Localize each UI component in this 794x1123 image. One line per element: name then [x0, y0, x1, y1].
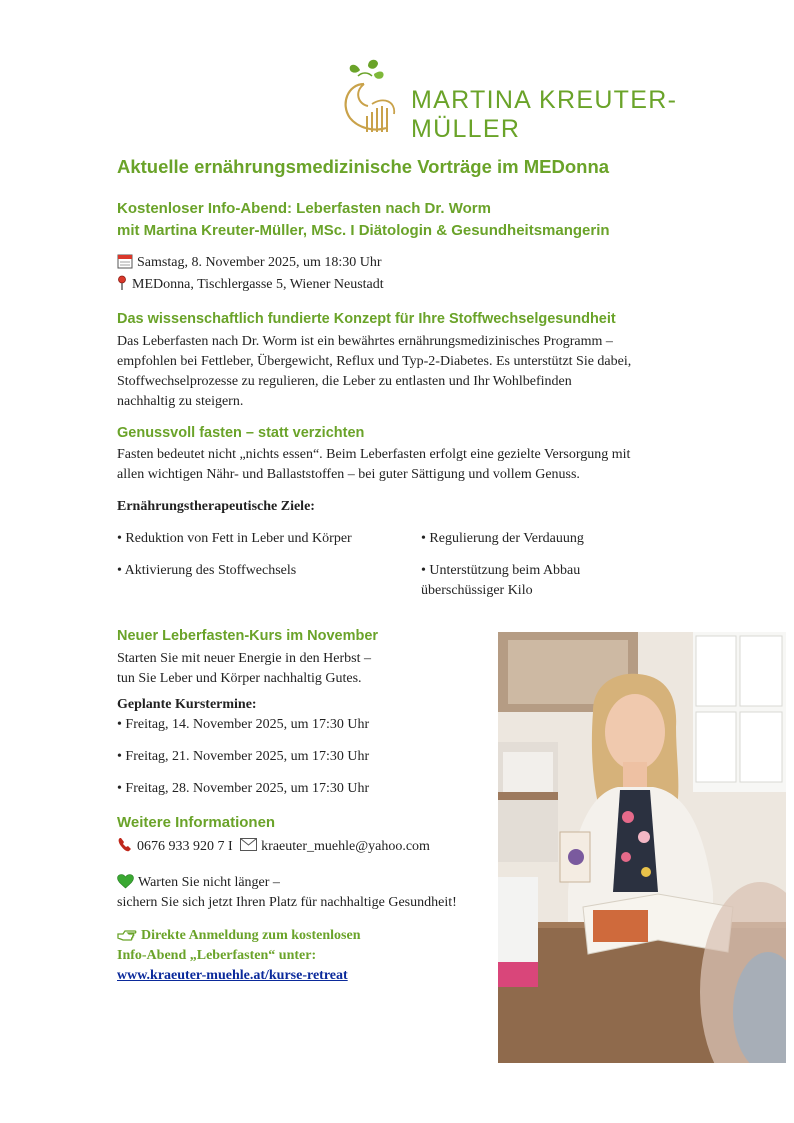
course-date: • Freitag, 28. November 2025, um 17:30 Uhr [117, 781, 370, 796]
course-text [117, 649, 371, 689]
goal-item: • Regulierung der Verdauung [421, 531, 584, 546]
event-heading-line1: Kostenloser Info-Abend: Leberfasten nach Dr. Worm [117, 200, 491, 217]
genuss-text [117, 445, 630, 485]
register-line1: Direkte Anmeldung zum kostenlosen [141, 928, 361, 943]
cta-line2: sichern Sie sich jetzt Ihren Platz für nachhaltige Gesundheit! [117, 895, 457, 910]
course-date: • Freitag, 14. November 2025, um 17:30 Uhr [117, 717, 370, 732]
cta-block [117, 873, 457, 913]
mail-icon [240, 838, 257, 851]
phone-icon [117, 837, 133, 853]
cta-line1: Warten Sie nicht länger – [138, 875, 280, 890]
concept-text [117, 332, 631, 412]
goal-item: • Aktivierung des Stoffwechsels [117, 563, 297, 578]
logo-icon [338, 58, 404, 138]
goals-heading: Ernährungstherapeutische Ziele: [117, 499, 315, 514]
email-address[interactable]: kraeuter_muehle@yahoo.com [261, 839, 430, 854]
concept-line: empfohlen bei Fettleber, Übergewicht, Reflux und Typ-2-Diabetes. Es unterstützt Sie dabei, [117, 354, 632, 369]
genuss-line: Fasten bedeutet nicht „nichts essen“. Beim Leberfasten erfolgt eine gezielte Versorgung mit [117, 447, 631, 462]
course-line: Starten Sie mit neuer Energie in den Herbst – [117, 651, 372, 666]
event-heading-line2: mit Martina Kreuter-Müller, MSc. I Diätologin & Gesundheitsmangerin [117, 222, 610, 239]
event-date: Samstag, 8. November 2025, um 18:30 Uhr [137, 255, 382, 270]
goal-item-line: überschüssiger Kilo [421, 583, 533, 598]
course-line: tun Sie Leber und Körper nachhaltig Gutes. [117, 671, 362, 686]
concept-line: Stoffwechselprozesse zu regulieren, die Leber zu entlasten und Ihr Wohlbefinden [117, 374, 572, 389]
goal-item: • Reduktion von Fett in Leber und Körper [117, 531, 352, 546]
logo [338, 58, 783, 143]
page-title: Aktuelle ernährungsmedizinische Vorträge im MEDonna [117, 156, 610, 177]
concept-line: nachhaltig zu steigern. [117, 394, 244, 409]
phone-number[interactable]: 0676 933 920 7 I [137, 839, 233, 854]
goal-item-line: • Unterstützung beim Abbau [421, 563, 581, 578]
portrait-photo [498, 632, 786, 1063]
concept-heading: Das wissenschaftlich fundierte Konzept für Ihre Stoffwechselgesundheit [117, 311, 616, 327]
course-heading: Neuer Leberfasten-Kurs im November [117, 628, 379, 644]
course-date: • Freitag, 21. November 2025, um 17:30 Uhr [117, 749, 370, 764]
register-link[interactable]: www.kraeuter-muehle.at/kurse-retreat [117, 968, 348, 983]
event-location-row [117, 275, 384, 295]
contact-row [117, 837, 430, 857]
event-date-row [117, 253, 382, 273]
register-line2: Info-Abend „Leberfasten“ unter: [117, 948, 317, 963]
concept-line: Das Leberfasten nach Dr. Worm ist ein bewährtes ernährungsmedizinisches Programm – [117, 334, 613, 349]
pin-icon [117, 275, 127, 291]
event-location: MEDonna, Tischlergasse 5, Wiener Neustadt [132, 277, 384, 292]
goal-item [421, 561, 580, 601]
pointing-hand-icon [117, 928, 137, 942]
register-block [117, 926, 360, 986]
course-dates-heading: Geplante Kurstermine: [117, 697, 257, 712]
logo-name: MARTINA KREUTER-MÜLLER [411, 86, 678, 143]
cta-line1-row [117, 873, 457, 893]
calendar-icon [117, 253, 133, 269]
heart-icon [117, 874, 134, 889]
register-line1-row [117, 926, 360, 946]
info-heading: Weitere Informationen [117, 814, 276, 831]
genuss-line: allen wichtigen Nähr- und Ballaststoffen – bei guter Sättigung und vollem Genuss. [117, 467, 580, 482]
genuss-heading: Genussvoll fasten – statt verzichten [117, 425, 365, 441]
